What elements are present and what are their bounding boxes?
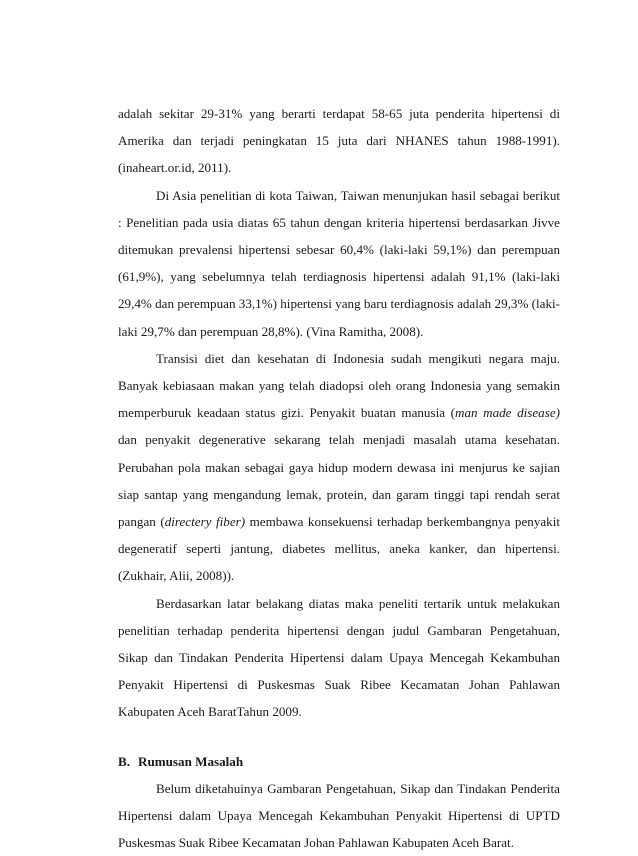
paragraph-asia-taiwan: Di Asia penelitian di kota Taiwan, Taiwan menunjukan hasil sebagai berikut : Penelitian pada usia diatas 65 tahun dengan kriteria hipertensi berdasarkan Jivve ditemukan prevalensi hipertensi sebesar 60,4% (laki-laki 59,1%) dan perempuan (61,9%), yang sebelumnya telah terdiagnosis hipertensi adalah 91,1% (laki-laki 29,4% dan perempuan 33,1%) hipertensi yang baru terdiagnosis adalah 29,3% (laki-laki 29,7% dan perempuan 28,8%). (Vina Ramitha, 2008). <box>118 187 560 339</box>
paragraph-transisi-diet <box>118 345 560 590</box>
section-title: Rumusan Masalah <box>138 753 244 769</box>
section-spacer <box>118 726 560 748</box>
text-run: Transisi diet dan kesehatan di Indonesia sudah mengikuti negara maju. Banyak kebiasaan makan yang telah diadopsi oleh orang Indonesia yang semakin memperburuk keadaan status gizi. Penyakit buatan manusia ( <box>118 350 560 421</box>
section-heading-rumusan-masalah <box>118 748 560 775</box>
paragraph-rumusan-masalah: Belum diketahuinya Gambaran Pengetahuan, Sikap dan Tindakan Penderita Hipertensi dalam Upaya Mencegah Kekambuhan Penyakit Hipertensi di UPTD Puskesmas Suak Ribee Kecamatan Johan Pahlawan Kabupaten Aceh Barat. <box>118 780 560 851</box>
italic-term-man-made-disease: man made disease) <box>454 405 560 421</box>
paragraph-continuation: adalah sekitar 29-31% yang berarti terdapat 58-65 juta penderita hipertensi di Amerika dan terjadi peningkatan 15 juta dari NHANES tahun 1988-1991). (inaheart.or.id, 2011). <box>118 106 560 176</box>
section-letter: B. <box>118 753 131 769</box>
text-run: dan penyakit degenerative sekarang telah menjadi masalah utama kesehatan. Perubahan pola makan sebagai gaya hidup modern dewasa ini menjurus ke sajian siap santap yang mengandung lemak, protein, dan garam tinggi tapi rendah serat pangan ( <box>118 432 560 530</box>
paragraph-berdasarkan: Berdasarkan latar belakang diatas maka peneliti tertarik untuk melakukan penelitian terhadap penderita hipertensi dengan judul Gambaran Pengetahuan, Sikap dan Tindakan Penderita Hipertensi dalam Upaya Mencegah Kekambuhan Penyakit Hipertensi di Puskesmas Suak Ribee Kecamatan Johan Pahlawan Kabupaten Aceh BaratTahun 2009. <box>118 595 560 720</box>
italic-term-directery-fiber: directery fiber) <box>164 514 246 530</box>
document-page <box>118 100 560 856</box>
text-run: membawa konsekuensi terhadap berkembangnya penyakit degeneratif seperti jantung, diabetes mellitus, aneka kanker, dan hipertensi. (Zukhair, Alii, 2008)). <box>118 514 560 584</box>
